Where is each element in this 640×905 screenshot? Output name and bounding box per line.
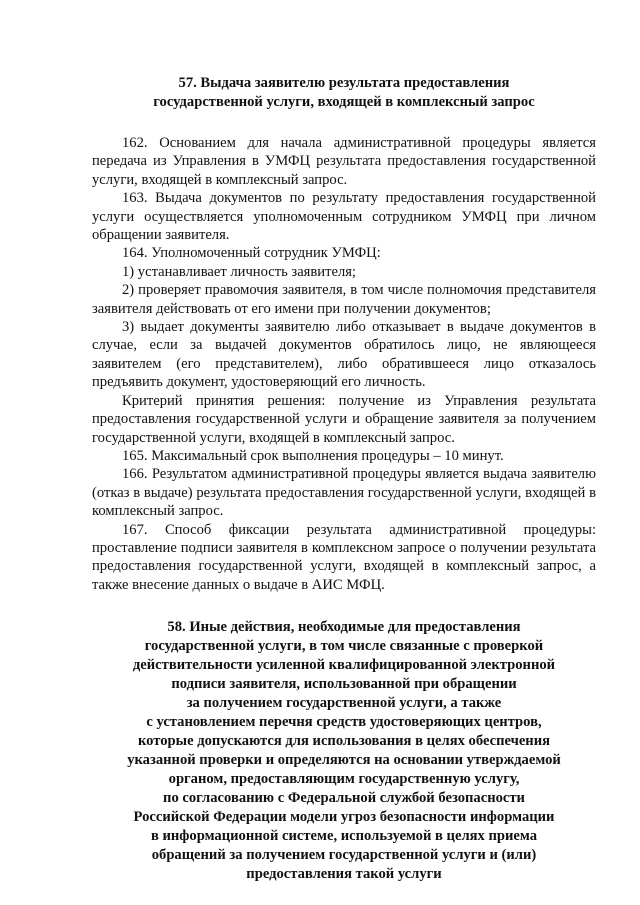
- heading-line: которые допускаются для использования в целях обеспечения: [137, 733, 551, 750]
- heading-line: по согласованию с Федеральной службой безопасности: [163, 790, 525, 807]
- heading-line: подписи заявителя, использованной при обращении: [171, 676, 517, 693]
- heading-line: за получением государственной услуги, а также: [186, 695, 502, 712]
- heading-line: государственной услуги, в том числе связанные с проверкой: [144, 638, 544, 655]
- heading-line: действительности усиленной квалифицированной электронной: [132, 657, 556, 674]
- heading-line: предоставления такой услуги: [246, 866, 442, 883]
- heading-line: 58. Иные действия, необходимые для предоставления: [167, 619, 521, 636]
- paragraph-163: 163. Выдача документов по результату предоставления государственной услуги осуществляется уполномоченным сотрудником УМФЦ при личном обращении заявителя.: [92, 190, 596, 244]
- paragraph-165: 165. Максимальный срок выполнения процедуры – 10 минут.: [122, 447, 504, 464]
- heading-line: органом, предоставляющим государственную услугу,: [168, 771, 520, 788]
- section-58-heading: [92, 618, 596, 884]
- heading-line: в информационной системе, используемой в целях приема: [150, 828, 538, 845]
- paragraph-164-item-3: 3) выдает документы заявителю либо отказывает в выдаче документов в случае, если за выдачей документов обратилось лицо, не являющееся заявителем (его представителем), либо обратившееся лицо отказалось предъявить документ, удостоверяющий его личность.: [92, 319, 596, 391]
- heading-line: Российской Федерации модели угроз безопасности информации: [133, 809, 555, 826]
- section-57-body: [92, 134, 596, 594]
- paragraph-162: 162. Основанием для начала административной процедуры является передача из Управления в УМФЦ результата предоставления государственной услуги, входящей в комплексный запрос.: [92, 135, 596, 188]
- heading-line: 57. Выдача заявителю результата предоставления: [178, 75, 510, 91]
- paragraph-164-item-2: 2) проверяет правомочия заявителя, в том числе полномочия представителя заявителя действовать от его имени при получении документов;: [92, 282, 596, 317]
- heading-line: государственной услуги, входящей в комплексный запрос: [153, 94, 535, 110]
- paragraph-164: 164. Уполномоченный сотрудник УМФЦ:: [122, 245, 381, 262]
- paragraph-164-item-1: 1) устанавливает личность заявителя;: [122, 263, 356, 280]
- paragraph-criterion: Критерий принятия решения: получение из Управления результата предоставления государственной услуги и обращение заявителя за получением государственной услуги, входящей в комплексный запрос.: [92, 392, 596, 446]
- heading-line: указанной проверки и определяются на основании утверждаемой: [127, 752, 561, 769]
- heading-line: обращений за получением государственной услуги и (или): [151, 847, 537, 864]
- paragraph-166: 166. Результатом административной процедуры является выдача заявителю (отказ в выдаче) результата предоставления государственной услуги, входящей в комплексный запрос.: [92, 466, 596, 520]
- paragraph-167: 167. Способ фиксации результата административной процедуры: проставление подписи заявителя в комплексном запросе о получении результата предоставления государственной услуги, входящей в комплексный запрос, а также внесение данных о выдаче в АИС МФЦ.: [92, 521, 596, 593]
- heading-line: с установлением перечня средств удостоверяющих центров,: [146, 714, 542, 731]
- section-57-heading: [92, 74, 596, 112]
